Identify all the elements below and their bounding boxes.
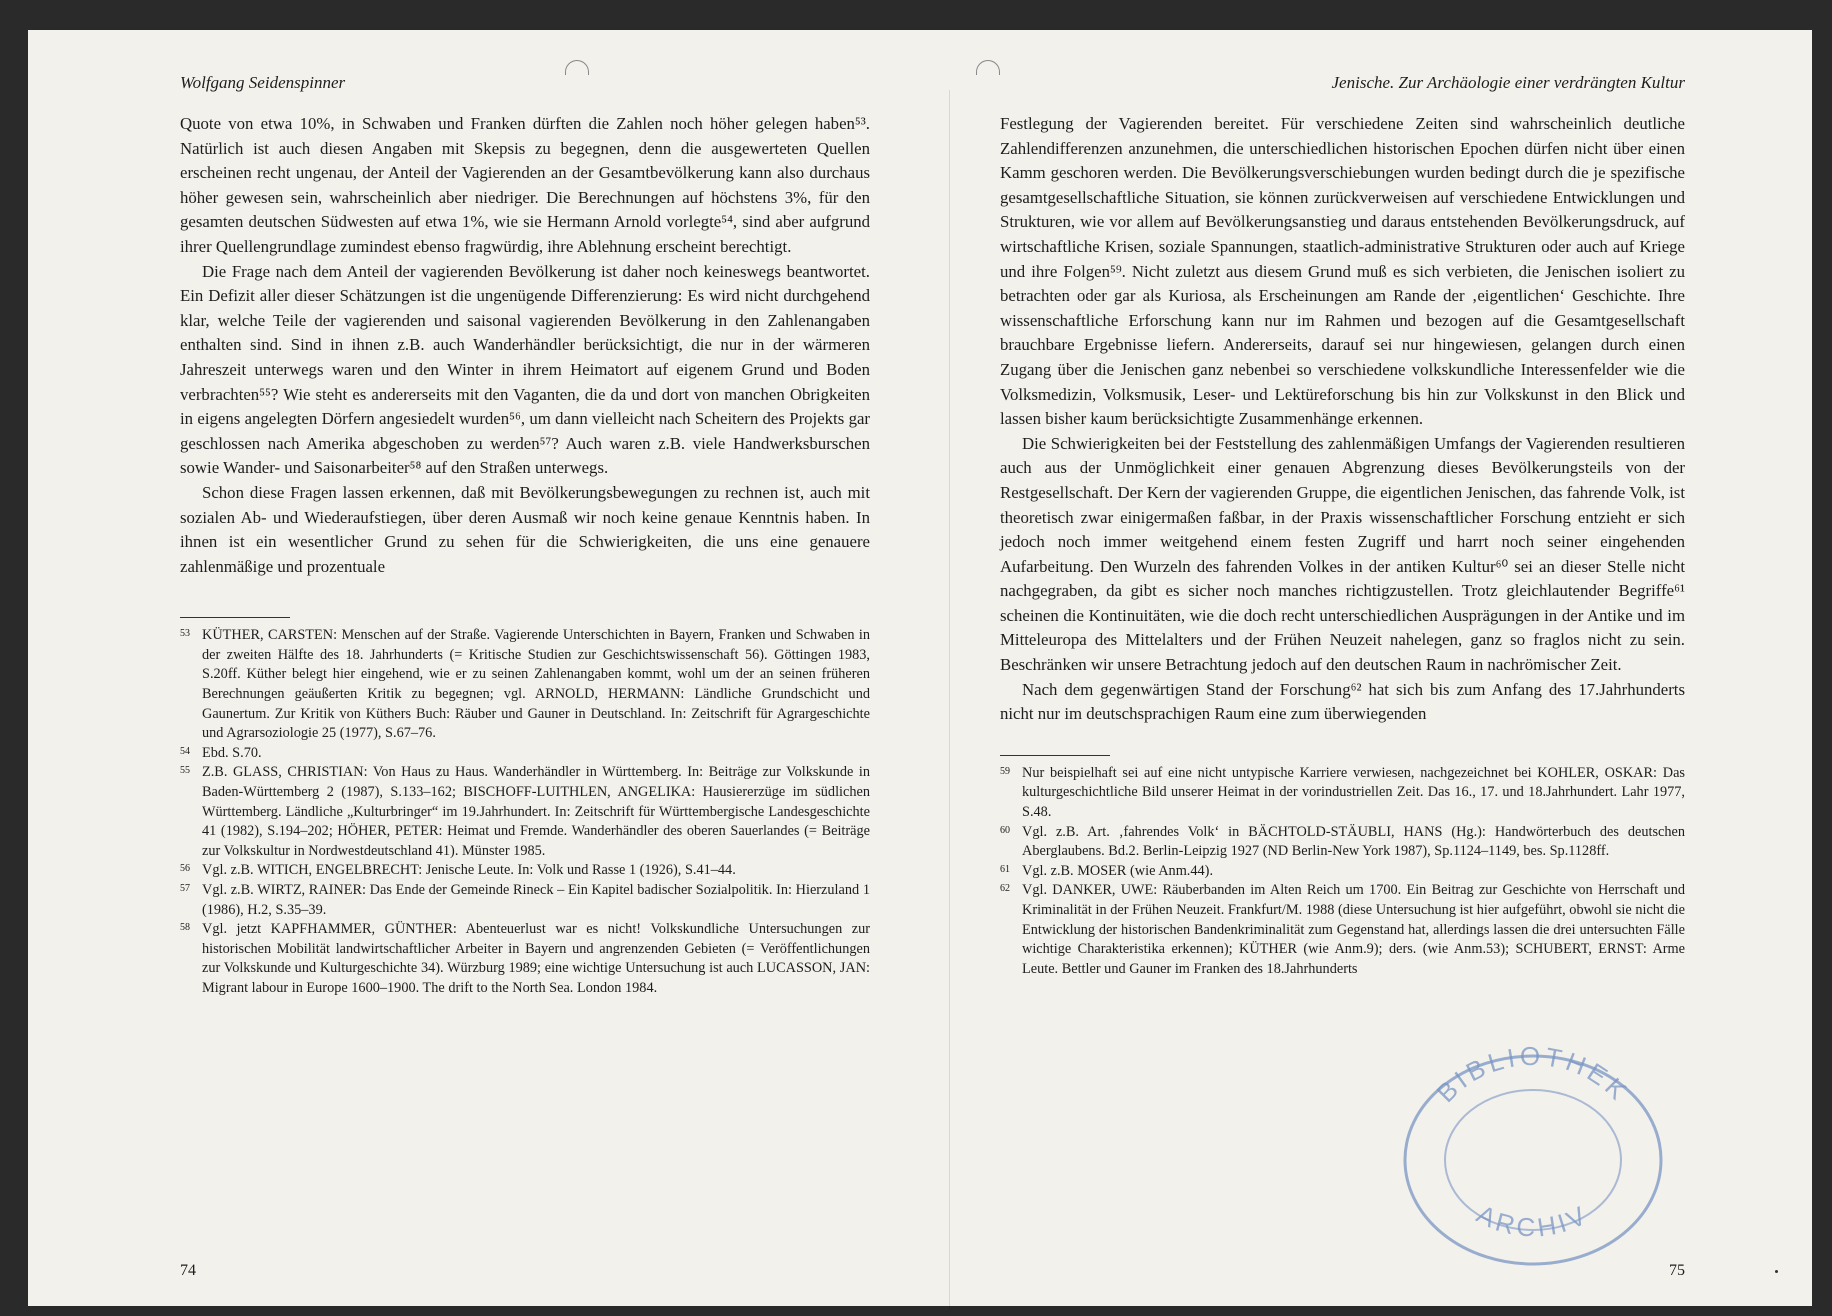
footnote — [180, 920, 870, 998]
binding-hole-right — [976, 60, 1000, 75]
stamp-text-bottom: ARCHIV — [1472, 1198, 1594, 1243]
footnote — [1000, 764, 1685, 823]
running-head-title: Jenische. Zur Archäologie einer verdrängten Kultur — [1331, 73, 1685, 92]
page-fold — [949, 90, 950, 1310]
speck — [1775, 1270, 1778, 1273]
footnote-text: Ebd. S.70. — [202, 744, 262, 761]
footnote-rule — [1000, 755, 1110, 756]
page-number: 75 — [1669, 1262, 1685, 1279]
footnote-number: 57 — [180, 883, 190, 894]
paragraph: Die Frage nach dem Anteil der vagierenden Bevölkerung ist daher noch keineswegs beantwortet. Ein Defizit aller dieser Schätzungen ist die ungenügende Differenzierung: Es wird nicht durchgehend klar, welche Teile der vagierenden und saisonal vagierenden Bevölkerung in den Zahlenangaben enthalten sind. Sind in ihnen z.B. auch Wanderhändler berücksichtigt, die nur in der wärmeren Jahreszeit unterwegs waren und den Winter in ihrem Heimatort auf eigenem Grund und Boden verbrachten⁵⁵? Wie steht es andererseits mit den Vaganten, die da und dort von manchen Obrigkeiten in eigens angelegten Dörfern angesiedelt wurden⁵⁶, um dann vielleicht nach Scheitern des Projekts gar geschlossen nach Amerika abgeschoben zu werden⁵⁷? Auch waren z.B. viele Handwerksburschen sowie Wander- und Saisonarbeiter⁵⁸ auf den Straßen unterwegs. — [180, 261, 870, 478]
footnote-number: 54 — [180, 745, 190, 757]
right-body-text — [1000, 112, 1685, 727]
footnote-text: Z.B. GLASS, CHRISTIAN: Von Haus zu Haus. Wanderhändler in Württemberg. In: Beiträge zur Volkskunde in Baden-Württemberg 2 (1987), S.133–162; BISCHOFF-LUITHLEN, ANGELIKA: Hausiererzüge im südlichen Württemberg. Ländliche „Kulturbringer“ im 19.Jahrhundert. In: Zeitschrift für Württembergische Landesgeschichte 41 (1982), S.194–202; HÖHER, PETER: Heimat und Fremde. Wanderhändler des oberen Sauerlandes (= Beiträge zur Volkskultur in Nordwestdeutschland 41). Münster 1985. — [202, 764, 870, 859]
right-footnotes — [1000, 764, 1685, 980]
footnote-text: Vgl. z.B. WIRTZ, RAINER: Das Ende der Gemeinde Rineck – Ein Kapitel badischer Sozialpolitik. In: Hierzuland 1 (1986), H.2, S.35–39. — [202, 882, 870, 918]
footnote — [1000, 862, 1685, 882]
paragraph: Festlegung der Vagierenden bereitet. Für verschiedene Zeiten sind wahrscheinlich deutliche Zahlendifferenzen anzunehmen, die unterschiedlichen historischen Epochen dürfen nicht über einen Kamm geschoren werden. Die Bevölkerungsverschiebungen wurden bedingt durch die je spezifische gesamtgesellschaftliche Situation, sie können zurückverweisen auf verschiedene Entwicklungen und Strukturen, wie vor allem auf Bevölkerungsanstieg und daraus entstehenden Bevölkerungsdruck, auf wirtschaftliche Krisen, soziale Spannungen, staatlich-administrative Strukturen oder auch auf Kriege und ihre Folgen⁵⁹. Nicht zuletzt aus diesem Grund muß es sich verbieten, die Jenischen isoliert zu betrachten oder gar als Kuriosa, als Erscheinungen am Rande der ‚eigentlichen‘ Geschichte. Ihre wissenschaftliche Erforschung kann nur im Rahmen und bezogen auf die Gesamtgesellschaft brauchbare Ergebnisse liefern. Andererseits, darauf sei nur hingewiesen, gelangen durch einen Zugang über die Jenischen ganz nebenbei so verschiedene volkskundliche Interessenfelder wie die Volksmedizin, Volksmusik, Leser- und Lektüreforschung bis hin zur Volkskunst in den Blick und lassen bisher kaum berücksichtigte Zusammenhänge erkennen. — [1000, 114, 1685, 429]
paragraph: Schon diese Fragen lassen erkennen, daß mit Bevölkerungsbewegungen zu rechnen ist, auch mit sozialen Ab- und Wiederaufstiegen, über deren Ausmaß wir noch keine genaue Kenntnis haben. In ihnen ist ein wesentlicher Grund zu sehen für die Schwierigkeiten, die uns eine genauere zahlenmäßige und prozentuale — [180, 482, 870, 576]
left-page — [180, 70, 870, 1290]
footnote-text: Vgl. z.B. MOSER (wie Anm.44). — [1022, 862, 1214, 879]
running-head-author: Wolfgang Seidenspinner — [180, 73, 346, 92]
footnote-number: 62 — [1000, 883, 1010, 895]
footnote-text: KÜTHER, CARSTEN: Menschen auf der Straße. Vagierende Unterschichten in Bayern, Franken und Schwaben in der zweiten Hälfte des 18. Jahrhunderts (= Kritische Studien zur Geschichtswissenschaft 56). Göttingen 1983, S.20ff. Küther belegt hier eingehend, wie er zu seinen Zahlenangaben kommt, wohl um der an seinen früheren Berechnungen geäußerten Kritik zu begegnen; vgl. ARNOLD, HERMANN: Ländliche Grundschicht und Gaunertum. Zur Kritik von Küthers Buch: Räuber und Gauner in Deutschland. In: Zeitschrift für Agrargeschichte und Agrarsoziologie 25 (1977), S.67–76. — [202, 627, 870, 742]
footnote-number: 60 — [1000, 824, 1010, 836]
footnote-number: 56 — [180, 863, 190, 875]
page-number: 74 — [180, 1262, 196, 1279]
footnote-rule — [180, 617, 290, 618]
footnote-number: 58 — [180, 922, 190, 934]
footnote-text: Vgl. z.B. Art. ‚fahrendes Volk‘ in BÄCHTOLD-STÄUBLI, HANS (Hg.): Handwörterbuch des deutschen Aberglaubens. Bd.2. Berlin-Leipzig 1927 (ND Berlin-New York 1987), Sp.1124–1149, bes. Sp.1128ff. — [1022, 823, 1685, 860]
paragraph: Die Schwierigkeiten bei der Feststellung des zahlenmäßigen Umfangs der Vagierenden resultieren auch aus der Unmöglichkeit einer genauen Abgrenzung dieses Bevölkerungsteils von der Restgesellschaft. Der Kern der vagierenden Gruppe, die eigentlichen Jenischen, das fahrende Volk, ist theoretisch zwar einigermaßen faßbar, in der Praxis wissenschaftlicher Forschung entzieht er sich jedoch noch immer weitgehend einem festen Zugriff und harrt noch seiner eingehenden Aufarbeitung. Den Wurzeln des fahrenden Volkes in der antiken Kultur⁶⁰ sei an dieser Stelle nicht nachgegraben, da gibt es sicher noch manches richtigzustellen. Trotz gleichlautender Begriffe⁶¹ scheinen die Kontinuitäten, wie die doch recht unterschiedlichen Ausprägungen in der Antike und im Mitteleuropa des Mittelalters und der Frühen Neuzeit nahelegen, ganz so fraglos nicht zu sein. Beschränken wir unsere Betrachtung jedoch auf den deutschen Raum in nachrömischer Zeit. — [1000, 433, 1685, 675]
footnote-text: Vgl. jetzt KAPFHAMMER, GÜNTHER: Abenteuerlust war es nicht! Volkskundliche Untersuchungen zur historischen Mobilität landwirtschaftlicher Arbeiter in Bayern und angrenzenden Gebieten (= Veröffentlichungen zur Volkskunde und Kulturgeschichte 34). Würzburg 1989; eine wichtige Untersuchung ist auch LUCASSON, JAN: Migrant labour in Europe 1600–1900. The drift to the North Sea. London 1984. — [202, 921, 870, 996]
paragraph: Quote von etwa 10%, in Schwaben und Franken dürften die Zahlen noch höher gelegen haben⁵³. Natürlich ist auch diesen Angaben mit Skepsis zu begegnen, denn die ausgewerteten Quellen erscheinen recht ungenau, der Anteil der Vagierenden an der Gesamtbevölkerung kann also durchaus höher gewesen sein, wahrscheinlich aber niedriger. Die Berechnungen auf höchstens 3%, für den gesamten deutschen Südwesten auf etwa 1%, wie sie Hermann Arnold vorlegte⁵⁴, sind aber aufgrund ihrer Quellengrundlage zumindest ebenso fragwürdig, ihre Ablehnung erscheint berechtigt. — [180, 114, 870, 256]
footnote — [180, 744, 870, 764]
left-body-text — [180, 112, 870, 579]
footnote — [1000, 823, 1685, 862]
paragraph: Nach dem gegenwärtigen Stand der Forschung⁶² hat sich bis zum Anfang des 17.Jahrhunderts nicht nur im deutschsprachigen Raum eine zum überwiegenden — [1000, 679, 1685, 724]
footnote — [180, 763, 870, 861]
footnote-number: 59 — [1000, 765, 1010, 777]
left-footnotes — [180, 626, 870, 998]
footnote-text: Vgl. z.B. WITICH, ENGELBRECHT: Jenische Leute. In: Volk und Rasse 1 (1926), S.41–44. — [202, 862, 736, 879]
footnote — [1000, 881, 1685, 979]
footnote — [180, 881, 870, 920]
footnote-number: 53 — [180, 628, 190, 640]
footnote — [180, 861, 870, 881]
footnote-text: Nur beispielhaft sei auf eine nicht untypische Karriere verwiesen, nachgezeichnet bei KOHLER, OSKAR: Das kulturgeschichtliche Bild unserer Heimat in der vorindustriellen Zeit. Das 16., 17. und 18.Jahrhundert. Lahr 1977, S.48. — [1022, 764, 1685, 821]
footnote-number: 55 — [180, 765, 190, 777]
stamp-text-top: BIBLIOTHEK — [1430, 1042, 1636, 1109]
footnote-text: Vgl. DANKER, UWE: Räuberbanden im Alten Reich um 1700. Ein Beitrag zur Geschichte von Herrschaft und Kriminalität in der Frühen Neuzeit. Frankfurt/M. 1988 (diese Untersuchung ist hier aufgeführt, obwohl sie nicht die Entwicklung der historischen Bandenkriminalität zum Gegenstand hat, allerdings lassen die drei untersuchten Fälle wichtige Charakteristika erkennen); KÜTHER (wie Anm.9); ders. (wie Anm.53); SCHUBERT, ERNST: Arme Leute. Bettler und Gauner im Franken des 18.Jahrhunderts — [1022, 882, 1685, 977]
footnote-number: 61 — [1000, 863, 1010, 875]
footnote — [180, 626, 870, 744]
right-page — [1000, 70, 1685, 1290]
